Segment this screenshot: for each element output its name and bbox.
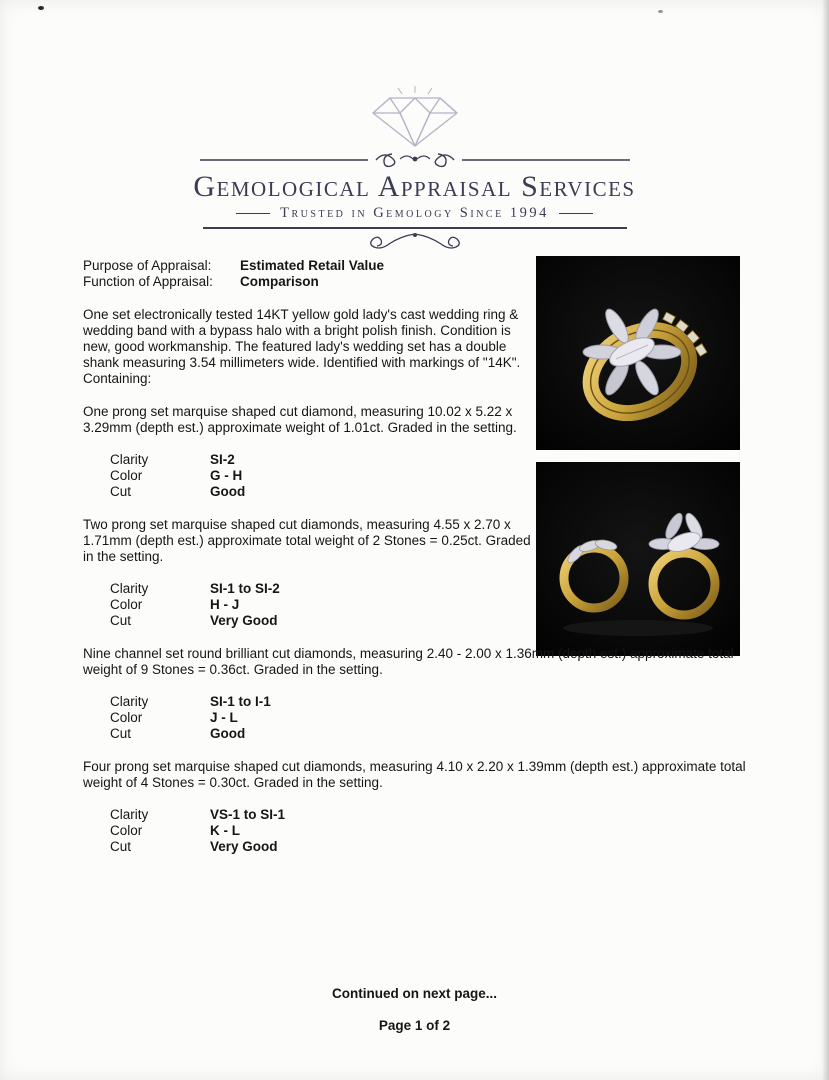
cut-label: Cut — [110, 839, 132, 854]
cut-label: Cut — [110, 484, 132, 499]
tagline-right-rule — [559, 213, 593, 214]
page-number: Page 1 of 2 — [378, 1018, 451, 1033]
grading-row — [110, 597, 747, 613]
color-label: Color — [110, 468, 143, 483]
tagline-row — [0, 205, 829, 222]
item-paragraph-3: Nine channel set round brilliant cut diamonds, measuring 2.40 - 2.00 x 1.36mm (depth est.) approximate total weight of 9 Stones = 0.36ct. Graded in the setting. — [83, 646, 734, 677]
scroll-ornament-icon — [355, 231, 475, 253]
flourish-divider-icon — [200, 150, 630, 168]
grading-row — [110, 823, 747, 839]
function-row — [83, 274, 747, 290]
grading-row — [110, 839, 747, 855]
grading-row — [110, 484, 747, 500]
item-paragraph-2: Two prong set marquise shaped cut diamonds, measuring 4.55 x 2.70 x 1.71mm (depth est.) approximate total weight of 2 Stones = 0.25ct. Graded in the setting. — [83, 517, 531, 564]
description-paragraph: One set electronically tested 14KT yellow gold lady's cast wedding ring & wedding band with a bypass halo with a bright polish finish. Condition is new, good workmanship. The featured lady's wedding set has a double shank measuring 3.54 millimeters wide. Identified with markings of "14K". Containing: — [83, 307, 521, 386]
company-name: Gemological Appraisal Services — [193, 170, 636, 203]
color-value: G - H — [210, 468, 243, 483]
cut-value: Very Good — [210, 839, 278, 854]
purpose-label: Purpose of Appraisal: — [83, 258, 212, 273]
appraisal-body — [83, 258, 747, 855]
purpose-row — [83, 258, 747, 274]
purpose-value: Estimated Retail Value — [240, 258, 385, 273]
color-value: J - L — [210, 710, 238, 725]
grading-row — [110, 581, 747, 597]
color-value: H - J — [210, 597, 240, 612]
letterhead — [0, 84, 829, 253]
grading-row — [110, 807, 747, 823]
clarity-label: Clarity — [110, 452, 149, 467]
cut-value: Very Good — [210, 613, 278, 628]
item-paragraph-1: One prong set marquise shaped cut diamond, measuring 10.02 x 5.22 x 3.29mm (depth est.) approximate weight of 1.01ct. Graded in the setting. — [83, 404, 517, 435]
cut-label: Cut — [110, 613, 132, 628]
item-paragraph-4: Four prong set marquise shaped cut diamonds, measuring 4.10 x 2.20 x 1.39mm (depth est.) approximate total weight of 4 Stones = 0.30ct. Graded in the setting. — [83, 759, 746, 790]
cut-label: Cut — [110, 726, 132, 741]
color-label: Color — [110, 597, 143, 612]
scan-artifact — [658, 10, 663, 13]
clarity-label: Clarity — [110, 694, 149, 709]
clarity-label: Clarity — [110, 581, 149, 596]
grading-table-1 — [110, 452, 747, 500]
tagline-left-rule — [236, 213, 270, 214]
color-value: K - L — [210, 823, 240, 838]
company-tagline: Trusted in Gemology Since 1994 — [280, 205, 549, 221]
clarity-value: SI-1 to SI-2 — [210, 581, 280, 596]
clarity-value: SI-2 — [210, 452, 235, 467]
diamond-logo-icon — [360, 84, 470, 150]
scan-artifact — [38, 6, 44, 10]
grading-table-3 — [110, 694, 747, 742]
grading-row — [110, 726, 747, 742]
header-rule — [203, 227, 627, 229]
grading-row — [110, 613, 747, 629]
grading-row — [110, 694, 747, 710]
grading-row — [110, 468, 747, 484]
grading-row — [110, 452, 747, 468]
function-value: Comparison — [240, 274, 319, 289]
clarity-value: VS-1 to SI-1 — [210, 807, 286, 822]
cut-value: Good — [210, 484, 246, 499]
grading-table-2 — [110, 581, 747, 629]
clarity-label: Clarity — [110, 807, 149, 822]
color-label: Color — [110, 710, 143, 725]
function-label: Function of Appraisal: — [83, 274, 213, 289]
grading-row — [110, 710, 747, 726]
continued-notice: Continued on next page... — [332, 986, 497, 1001]
cut-value: Good — [210, 726, 246, 741]
clarity-value: SI-1 to I-1 — [210, 694, 271, 709]
color-label: Color — [110, 823, 143, 838]
grading-table-4 — [110, 807, 747, 855]
